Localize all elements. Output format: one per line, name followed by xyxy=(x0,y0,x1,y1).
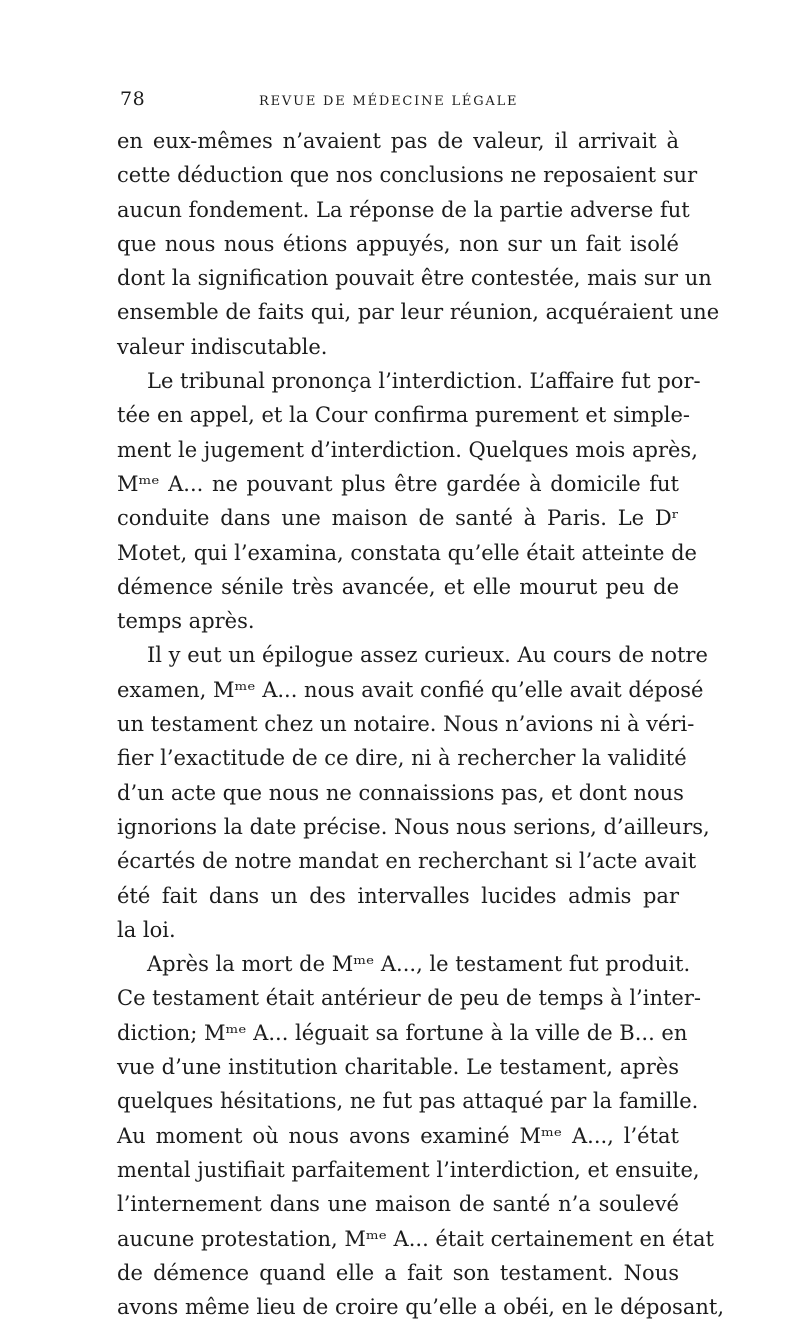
text-line: ment le jugement d’interdiction. Quelques mois après, xyxy=(117,437,698,462)
text-line: conduite dans une maison de santé à Paris. Le Dʳ xyxy=(117,506,679,531)
text-line: que nous nous étions appuyés, non sur un fait isolé xyxy=(117,231,679,256)
text-line: la loi. xyxy=(117,917,176,942)
text-line: vue d’une institution charitable. Le testament, après xyxy=(117,1055,679,1080)
text-line: d’un acte que nous ne connaissions pas, et dont nous xyxy=(117,780,684,805)
text-line: fier l’exactitude de ce dire, ni à rechercher la validité xyxy=(117,746,687,771)
text-line: ignorions la date précise. Nous nous serions, d’ailleurs, xyxy=(117,814,710,839)
page-header xyxy=(117,88,679,124)
text-line: Le tribunal prononça l’interdiction. L’affaire fut por- xyxy=(147,369,701,394)
text-line: tée en appel, et la Cour confirma purement et simple- xyxy=(117,403,691,428)
body-text xyxy=(117,124,724,1324)
text-line: mental justifiait parfaitement l’interdiction, et ensuite, xyxy=(117,1157,700,1182)
text-line: quelques hésitations, ne fut pas attaqué par la famille. xyxy=(117,1089,699,1114)
text-line: cette déduction que nos conclusions ne reposaient sur xyxy=(117,163,698,188)
text-line: Il y eut un épilogue assez curieux. Au cours de notre xyxy=(147,643,708,668)
text-line: Au moment où nous avons examiné Mᵐᵉ A..., l’état xyxy=(117,1123,679,1148)
text-line: valeur indiscutable. xyxy=(117,334,328,359)
text-line: examen, Mᵐᵉ A... nous avait confié qu’elle avait déposé xyxy=(117,677,704,702)
text-line: démence sénile très avancée, et elle mourut peu de xyxy=(117,574,679,599)
text-line: temps après. xyxy=(117,609,255,634)
text-line: l’internement dans une maison de santé n’a soulevé xyxy=(117,1192,679,1217)
text-line: aucun fondement. La réponse de la partie adverse fut xyxy=(117,197,690,222)
text-line: été fait dans un des intervalles lucides admis par xyxy=(117,883,679,908)
running-title: REVUE DE MÉDECINE LÉGALE xyxy=(259,94,519,109)
text-line: un testament chez un notaire. Nous n’avions ni à véri- xyxy=(117,712,695,737)
text-line: en eux-mêmes n’avaient pas de valeur, il arrivait à xyxy=(117,129,679,153)
text-line: avons même lieu de croire qu’elle a obéi, en le déposant, xyxy=(117,1295,724,1320)
text-line: Ce testament était antérieur de peu de temps à l’inter- xyxy=(117,986,701,1011)
text-line: dont la signification pouvait être contestée, mais sur un xyxy=(117,266,712,291)
page-number: 78 xyxy=(120,88,146,110)
text-line: aucune protestation, Mᵐᵉ A... était certainement en état xyxy=(117,1226,714,1251)
text-line: diction; Mᵐᵉ A... léguait sa fortune à la ville de B... en xyxy=(117,1020,688,1045)
text-line: de démence quand elle a fait son testament. Nous xyxy=(117,1260,679,1285)
text-line: Après la mort de Mᵐᵉ A..., le testament fut produit. xyxy=(147,952,691,977)
text-line: ensemble de faits qui, par leur réunion, acquéraient une xyxy=(117,300,720,325)
text-line: écartés de notre mandat en recherchant si l’acte avait xyxy=(117,849,697,874)
document-page xyxy=(117,88,724,1324)
text-line: Mᵐᵉ A... ne pouvant plus être gardée à domicile fut xyxy=(117,471,679,496)
text-line: Motet, qui l’examina, constata qu’elle était atteinte de xyxy=(117,540,697,565)
